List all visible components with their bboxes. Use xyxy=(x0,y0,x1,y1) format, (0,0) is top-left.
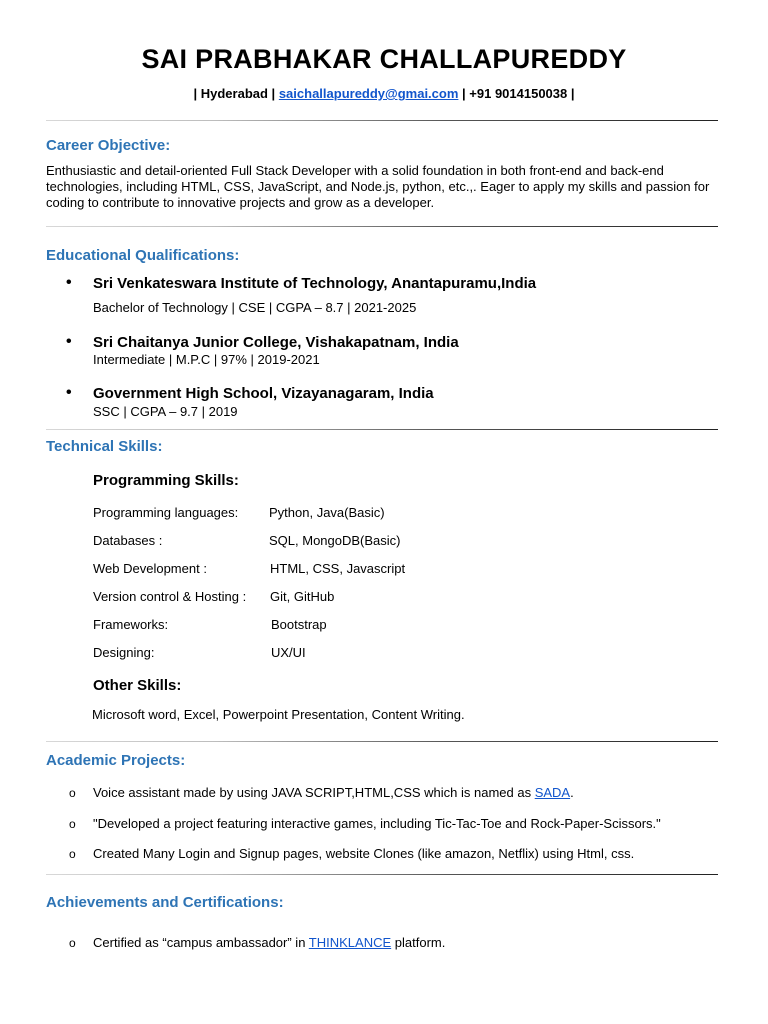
education-detail: SSC | CGPA – 9.7 | 2019 xyxy=(93,404,238,419)
divider xyxy=(46,120,718,121)
achievement-text: Certified as “campus ambassador” in xyxy=(93,935,309,950)
programming-skills-heading: Programming Skills: xyxy=(93,472,239,489)
project-text-end: . xyxy=(570,785,574,800)
project-item: Created Many Login and Signup pages, website Clones (like amazon, Netflix) using Html, css. xyxy=(93,846,635,861)
bullet-icon: • xyxy=(66,333,72,350)
circle-bullet-icon: o xyxy=(69,847,76,861)
circle-bullet-icon: o xyxy=(69,936,76,950)
section-heading-skills: Technical Skills: xyxy=(46,438,163,455)
skill-value: UX/UI xyxy=(271,645,306,660)
circle-bullet-icon: o xyxy=(69,786,76,800)
education-detail: Intermediate | M.P.C | 97% | 2019-2021 xyxy=(93,352,320,367)
skill-value: Bootstrap xyxy=(271,617,327,632)
education-institution: Sri Venkateswara Institute of Technology, Anantapuramu,India xyxy=(93,275,537,292)
project-item: "Developed a project featuring interactive games, including Tic-Tac-Toe and Rock-Paper-Scissors." xyxy=(93,816,661,831)
section-heading-projects: Academic Projects: xyxy=(46,752,186,769)
divider xyxy=(46,874,718,875)
project-item xyxy=(93,785,574,800)
skill-label: Databases : xyxy=(93,533,163,548)
skill-value: Git, GitHub xyxy=(270,589,335,604)
achievement-item xyxy=(93,935,445,950)
divider xyxy=(46,429,718,430)
education-detail: Bachelor of Technology | CSE | CGPA – 8.7 | 2021-2025 xyxy=(93,300,417,315)
thinklance-link[interactable]: THINKLANCE xyxy=(308,935,392,950)
contact-line xyxy=(0,86,768,101)
sada-link[interactable]: SADA xyxy=(534,785,571,800)
skill-value: SQL, MongoDB(Basic) xyxy=(269,533,401,548)
achievement-text-end: platform. xyxy=(391,935,446,950)
email-link[interactable]: saichallapureddy@gmai.com xyxy=(278,86,459,101)
bullet-icon: • xyxy=(66,384,72,401)
career-objective-text: Enthusiastic and detail-oriented Full Stack Developer with a solid foundation in both front-end and back-end technologies, including HTML, CSS, JavaScript, and Node.js, python, etc.,. Eager to apply my skills and passion for coding to contribute to innovative projects and grow as a developer. xyxy=(46,163,710,210)
bullet-icon: • xyxy=(66,274,72,291)
skill-label: Web Development : xyxy=(93,561,207,576)
section-heading-education: Educational Qualifications: xyxy=(46,247,240,264)
section-heading-career: Career Objective: xyxy=(46,137,171,154)
education-institution: Government High School, Vizayanagaram, India xyxy=(93,385,434,402)
other-skills-heading: Other Skills: xyxy=(93,677,182,694)
skill-value: HTML, CSS, Javascript xyxy=(270,561,406,576)
divider xyxy=(46,741,718,742)
location: | Hyderabad | xyxy=(193,86,276,101)
circle-bullet-icon: o xyxy=(69,817,76,831)
project-text: Voice assistant made by using JAVA SCRIPT,HTML,CSS which is named as xyxy=(93,785,535,800)
phone: | +91 9014150038 | xyxy=(462,86,575,101)
skill-label: Frameworks: xyxy=(93,617,169,632)
skill-value: Python, Java(Basic) xyxy=(269,505,385,520)
section-heading-achievements: Achievements and Certifications: xyxy=(46,894,284,911)
other-skills-text: Microsoft word, Excel, Powerpoint Presentation, Content Writing. xyxy=(92,707,465,722)
education-institution: Sri Chaitanya Junior College, Vishakapatnam, India xyxy=(93,334,459,351)
candidate-name: SAI PRABHAKAR CHALLAPUREDDY xyxy=(141,44,627,74)
skill-label: Designing: xyxy=(93,645,155,660)
divider xyxy=(46,226,718,227)
skill-label: Programming languages: xyxy=(93,505,239,520)
skill-label: Version control & Hosting : xyxy=(93,589,247,604)
